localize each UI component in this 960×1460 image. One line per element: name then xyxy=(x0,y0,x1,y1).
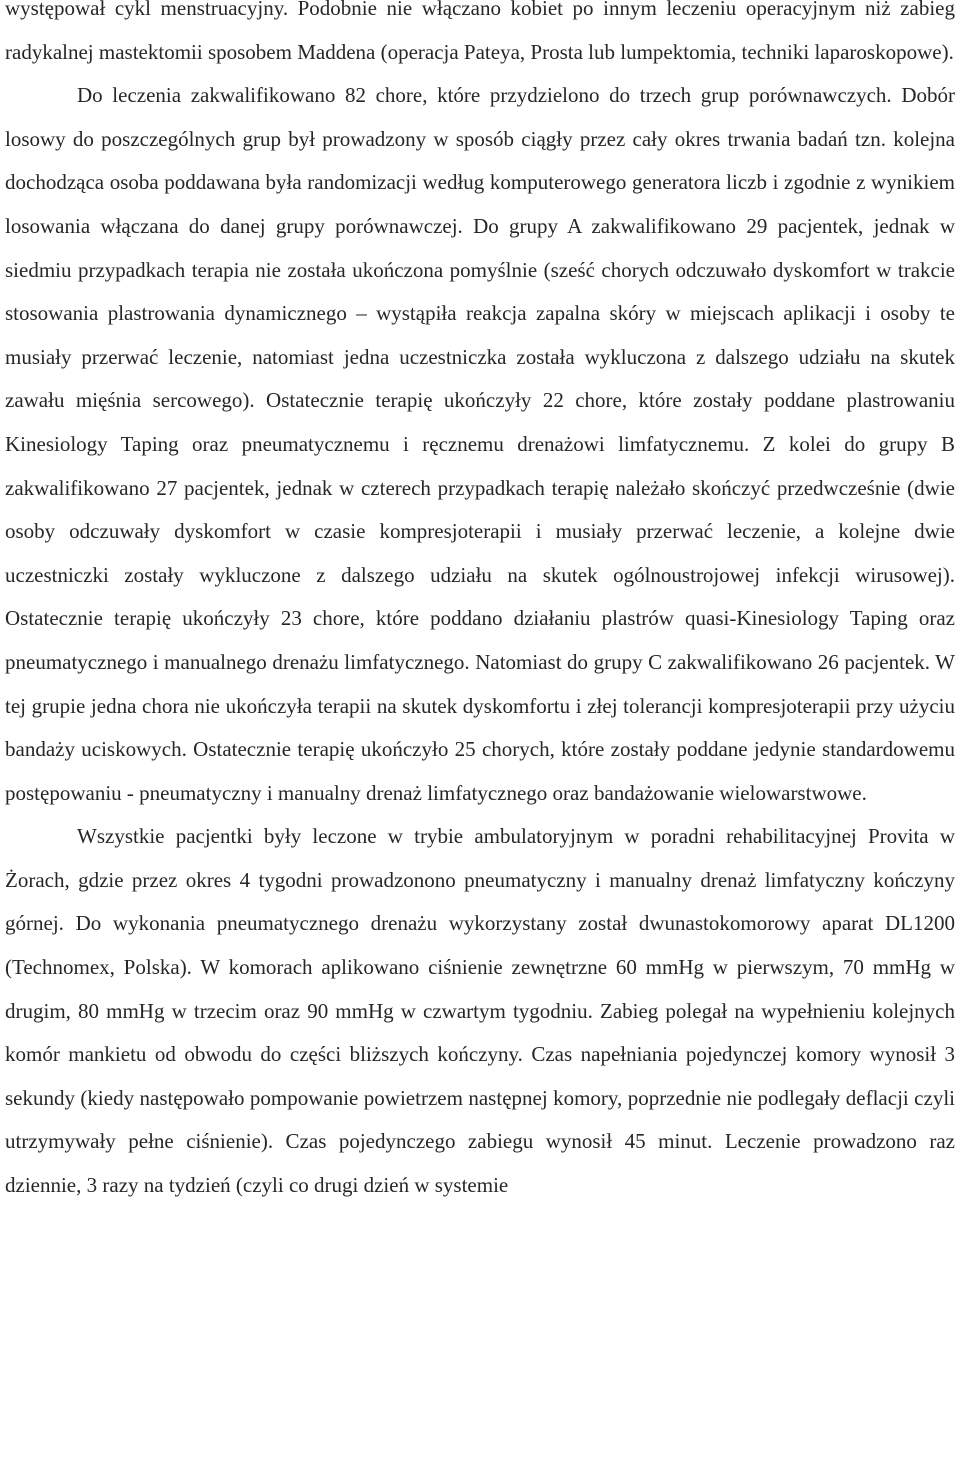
sentence: kolejna dochodząca osoba poddawana była randomizacji według komputerowego generatora liczb i zgodnie z wynikiem losowania włączana do danej grupy porównawczej. xyxy=(5,126,955,238)
sentence: W komorach aplikowano ciśnienie zewnętrzne 60 mmHg w pierwszym, 70 mmHg w drugim, 80 mmHg w trzecim oraz 90 mmHg w czwartym tygodniu. xyxy=(5,955,955,1023)
document-page xyxy=(5,0,955,1208)
sentence: Ostatecznie terapię ukończyło 25 chorych, które zostały poddane jedynie standardowemu postępowaniu - pneumatyczny i manualny drenaż limfatycznego oraz bandażowanie wielowarstwowe. xyxy=(5,737,955,805)
sentence: Zabieg polegał na wypełnieniu kolejnych komór mankietu od obwodu do części bliższych kończyny. xyxy=(5,998,956,1067)
sentence: Czas napełniania pojedynczej komory wynosił 3 sekundy (kiedy następowało pompowanie powietrzem następnej komory, poprzednie nie podlegały deflacji czyli utrzymywały pełne ciśnienie). xyxy=(5,1042,955,1154)
sentence: Leczenie prowadzono raz dziennie, 3 razy na tydzień (czyli co drugi dzień w systemie xyxy=(5,1129,955,1198)
sentence: występował cykl menstruacyjny. xyxy=(5,0,289,20)
sentence: Czas pojedynczego zabiegu wynosił 45 minut. xyxy=(273,1129,713,1154)
sentence: Natomiast do grupy C zakwalifikowano 26 pacjentek. xyxy=(469,649,931,674)
sentence: Do grupy A zakwalifikowano 29 pacjentek, jednak w siedmiu przypadkach terapia nie została ukończona pomyślnie (sześć chorych odczuwało dyskomfort w trakcie stosowania plastrowania dynamicznego – wystąpiła reakcja zapalna skóry w miejscach aplikacji i osoby te musiały przerwać leczenie, natomiast jedna uczestniczka została wykluczona z dalszego udziału na skutek zawału mięśnia sercowego). xyxy=(5,213,955,413)
sentence: Z kolei do grupy B zakwalifikowano 27 pacjentek, jednak w czterech przypadkach terapię należało skończyć przedwcześnie (dwie osoby odczuwały dyskomfort w czasie kompresjoterapii i musiały przerwać leczenie, a kolejne dwie uczestniczki zostały wykluczone z dalszego udziału na skutek ogólnoustrojowej infekcji wirusowej). xyxy=(5,431,955,587)
paragraph-1 xyxy=(5,0,955,74)
sentence: Podobnie nie włączano kobiet po innym leczeniu operacyjnym niż zabieg radykalnej mastektomii sposobem Maddena (operacja Pateya, Prosta lub lumpektomia, techniki laparoskopowe). xyxy=(5,0,955,64)
sentence: Dobór losowy do poszczególnych grup był prowadzony w sposób ciągły przez cały okres trwania badań tzn. xyxy=(5,83,955,151)
sentence: Do wykonania pneumatycznego drenażu wykorzystany został dwunastokomorowy aparat DL1200 (Technomex, Polska). xyxy=(5,911,955,980)
sentence: Ostatecznie terapię ukończyły 22 chore, które zostały poddane plastrowaniu Kinesiology Taping oraz pneumatycznemu i ręcznemu drenażowi limfatycznemu. xyxy=(5,388,955,456)
sentence: Ostatecznie terapię ukończyły 23 chore, które poddano działaniu plastrów quasi-Kinesiology Taping oraz pneumatycznego i manualnego drenażu limfatycznego. xyxy=(5,606,955,674)
sentence: W tej grupie jedna chora nie ukończyła terapii na skutek dyskomfortu i złej tolerancji kompresjoterapii przy użyciu bandaży uciskowych. xyxy=(5,649,956,762)
paragraph-2 xyxy=(5,74,955,815)
sentence: Wszystkie pacjentki były leczone w trybie ambulatoryjnym w poradni rehabilitacyjnej Provita w Żorach, gdzie przez okres 4 tygodni prowadzonono pneumatyczny i manualny drenaż limfatyczny kończyny górnej. xyxy=(5,824,955,936)
paragraph-3 xyxy=(5,815,955,1207)
sentence: Do leczenia zakwalifikowano 82 chore, które przydzielono do trzech grup porównawczych. xyxy=(77,83,892,108)
